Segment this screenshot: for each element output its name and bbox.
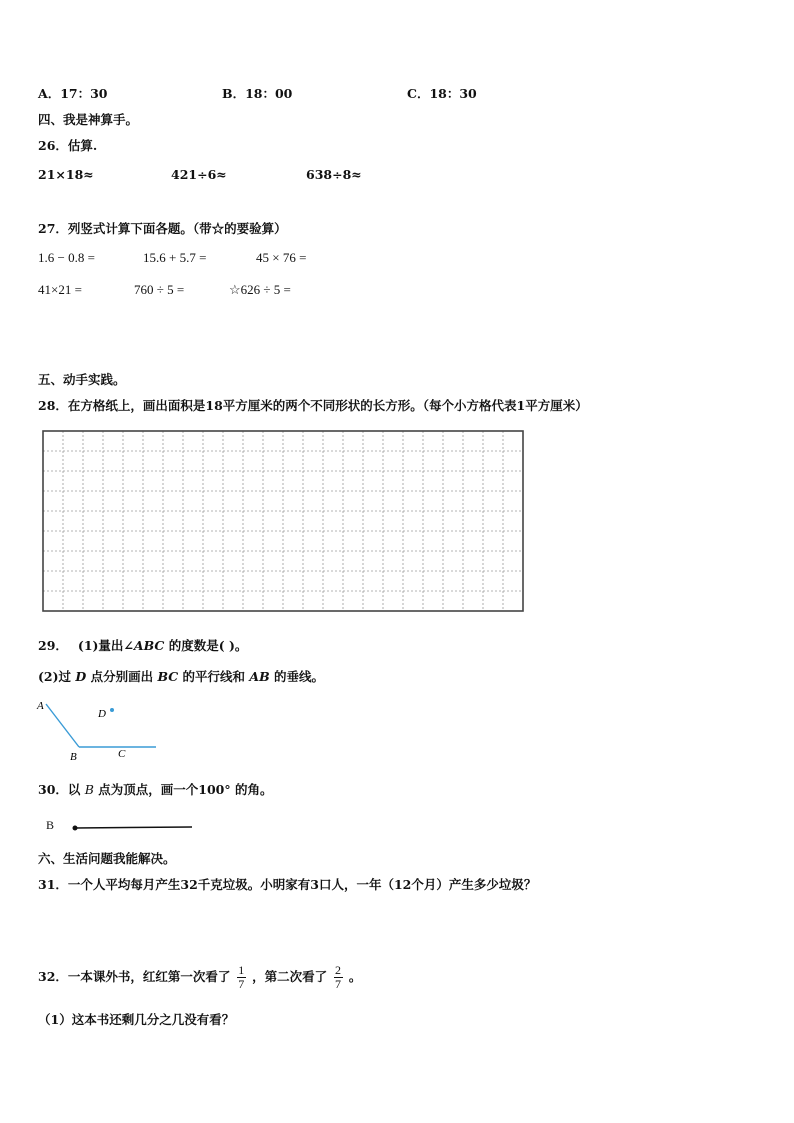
q29-line-1: 29． (1)量出∠ABC 的度数是( )。	[38, 638, 248, 653]
q26-item-1: 21×18≈	[38, 167, 94, 182]
option-c: C．18：30	[407, 86, 477, 101]
q32-sub-1: （1）这本书还剩几分之几没有看？	[38, 1012, 235, 1027]
q27-expr-5: 760 ÷ 5 =	[134, 282, 185, 297]
point-d	[110, 708, 114, 712]
q27-expr-1: 1.6 − 0.8 =	[38, 250, 95, 265]
q27-expr-3: 45 × 76 =	[256, 250, 307, 265]
label-d: D	[98, 708, 106, 720]
q27-expr-6: ☆626 ÷ 5 =	[229, 282, 291, 297]
q27-expr-2: 15.6 + 5.7 =	[143, 250, 207, 265]
q30-ray	[70, 822, 200, 834]
angle-abc-figure	[34, 698, 194, 768]
q30-title: 30．以 B 点为顶点，画一个100° 的角。	[38, 782, 273, 797]
section-5-title: 五、动手实践。	[38, 372, 126, 387]
q26-title: 26．估算.	[38, 138, 98, 153]
q26-item-2: 421÷6≈	[171, 167, 227, 182]
label-c: C	[118, 748, 126, 760]
q30-point-label: B	[46, 818, 55, 832]
q28-title: 28．在方格纸上，画出面积是18平方厘米的两个不同形状的长方形。（每个小方格代表1平方厘米）	[38, 398, 588, 413]
q32-title: 32．一本课外书，红红第一次看了 $\frac{1}{7}$ ，第二次看了 $\frac{2}{7}$ 。	[38, 963, 362, 991]
q29-line-2: (2)过 D 点分别画出 BC 的平行线和 AB 的垂线。	[38, 669, 325, 684]
square-grid[interactable]	[41, 429, 525, 613]
ray-ba	[46, 704, 79, 747]
section-4-title: 四、我是神算手。	[38, 112, 139, 127]
option-a: A．17：30	[38, 86, 108, 101]
label-a: A	[37, 700, 44, 712]
option-b: B．18：00	[222, 86, 293, 101]
q27-title: 27．列竖式计算下面各题。（带☆的要验算）	[38, 221, 287, 236]
fraction-2-7: $\frac{2}{7}$	[335, 963, 341, 991]
q31-title: 31．一个人平均每月产生32千克垃圾。小明家有3口人，一年（12个月）产生多少垃圾？	[38, 877, 537, 892]
section-6-title: 六、生活问题我能解决。	[38, 851, 176, 866]
q26-item-3: 638÷8≈	[306, 167, 362, 182]
fraction-1-7: $\frac{1}{7}$	[238, 963, 245, 991]
label-b: B	[70, 751, 77, 763]
q27-expr-4: 41×21 =	[38, 282, 82, 297]
